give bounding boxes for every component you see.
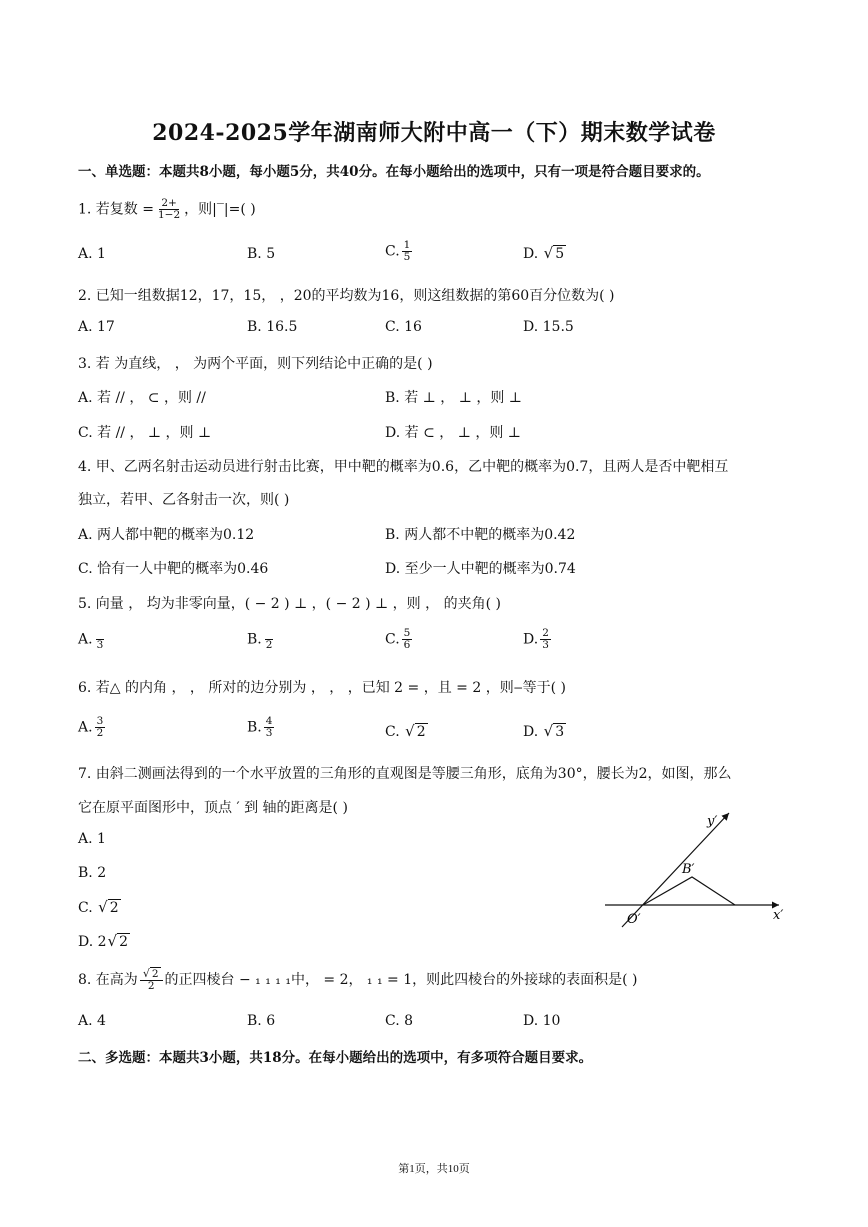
question-1 — [78, 198, 256, 221]
q5-option-c[interactable]: C. $\frac{5}{6}$ — [385, 627, 411, 652]
isosceles-triangle — [643, 877, 735, 905]
q5-option-d[interactable]: D. $\frac{2}{3}$ — [523, 627, 549, 652]
q1-stem-pre: 1. 若复数 = — [78, 201, 154, 218]
q7-option-d[interactable]: D. 2√ 2 — [78, 932, 129, 950]
q7-option-b[interactable]: B. 2 — [78, 865, 107, 881]
q1-option-b[interactable]: B. 5 — [247, 246, 276, 262]
q7-option-a[interactable]: A. 1 — [78, 831, 106, 847]
q1-fraction: $\frac{2+}{1-2}$ — [158, 197, 181, 222]
q6-option-b[interactable]: B. $\frac{4}{3}$ — [247, 715, 273, 740]
q3-option-c[interactable]: C. 若 // ， ⊥ ，则 ⊥ — [78, 425, 212, 441]
question-4-line-1: 4. 甲、乙两名射击运动员进行射击比赛，甲中靶的概率为0.6，乙中靶的概率为0.7，且两人是否中靶相互 — [78, 459, 729, 475]
q5-option-b[interactable]: B. 2 — [247, 628, 276, 651]
q2-option-a[interactable]: A. 17 — [78, 319, 115, 335]
q1-option-c[interactable]: C. $\frac{1}{5}$ — [385, 239, 411, 264]
q8-option-c[interactable]: C. 8 — [385, 1013, 414, 1029]
q1-option-d[interactable]: D. √ 5 — [523, 244, 565, 262]
label-x-prime: x′ — [773, 908, 784, 923]
q8-option-a[interactable]: A. 4 — [78, 1013, 106, 1029]
y-prime-axis — [622, 813, 729, 927]
q4-option-d[interactable]: D. 至少一人中靶的概率为0.74 — [385, 561, 576, 577]
label-y-prime: y′ — [707, 814, 718, 829]
section-single-choice-heading: 一、单选题：本题共8小题，每小题5分，共40分。在每小题给出的选项中，只有一项是符合题目要求的。 — [78, 164, 710, 180]
section-multiple-choice-heading: 二、多选题：本题共3小题，共18分。在每小题给出的选项中，有多项符合题目要求。 — [78, 1050, 593, 1066]
q1-stem-post: ，则|‾|=( ) — [184, 201, 256, 218]
page-footer: 第1页，共10页 — [398, 1163, 470, 1175]
q6-option-c[interactable]: C. √ 2 — [385, 722, 426, 740]
question-8: 8. 在高为 $\frac{√ 2}{2}$ 的正四棱台 − ₁ ₁ ₁ ₁中， = 2， ₁ ₁ = 1，则此四棱台的外接球的表面积是( ) — [78, 967, 638, 993]
q7-option-c[interactable]: C. √ 2 — [78, 898, 119, 916]
q2-option-b[interactable]: B. 16.5 — [247, 319, 298, 335]
q6-option-d[interactable]: D. √ 3 — [523, 722, 565, 740]
q4-option-c[interactable]: C. 恰有一人中靶的概率为0.46 — [78, 561, 269, 577]
q3-option-b[interactable]: B. 若 ⊥ ， ⊥ ，则 ⊥ — [385, 390, 522, 406]
q3-option-d[interactable]: D. 若 ⊂ ， ⊥ ，则 ⊥ — [385, 425, 521, 441]
q3-option-a[interactable]: A. 若 // ， ⊂ ，则 // — [78, 390, 206, 406]
label-o-prime: O′ — [627, 912, 641, 927]
q6-option-a[interactable]: A. $\frac{3}{2}$ — [78, 715, 104, 740]
question-3: 3. 若 为直线， ， 为两个平面，则下列结论中正确的是( ) — [78, 356, 433, 372]
q8-option-d[interactable]: D. 10 — [523, 1013, 561, 1029]
question-4-line-2: 独立，若甲、乙各射击一次，则( ) — [78, 492, 290, 508]
question-2: 2. 已知一组数据12，17，15， ，20的平均数为16，则这组数据的第60百分位数为( ) — [78, 288, 615, 304]
q8-option-b[interactable]: B. 6 — [247, 1013, 276, 1029]
label-b-prime: B′ — [682, 862, 695, 877]
question-5: 5. 向量 ， 均为非零向量，( − 2 ) ⊥ ，( − 2 ) ⊥ ，则 ， 的夹角( ) — [78, 596, 501, 612]
q4-option-a[interactable]: A. 两人都中靶的概率为0.12 — [78, 527, 255, 543]
page-title: 2024-2025学年湖南师大附中高一（下）期末数学试卷 — [152, 120, 716, 146]
q2-option-d[interactable]: D. 15.5 — [523, 319, 574, 335]
q2-option-c[interactable]: C. 16 — [385, 319, 422, 335]
question-6: 6. 若△ 的内角 ， ， 所对的边分别为 ， ， ，已知 2 = ，且 = 2 ，则‒等于( ) — [78, 680, 566, 696]
q4-option-b[interactable]: B. 两人都不中靶的概率为0.42 — [385, 527, 576, 543]
q7-oblique-figure — [595, 805, 795, 935]
q1-option-a[interactable]: A. 1 — [78, 246, 106, 262]
question-7-line-1: 7. 由斜二测画法得到的一个水平放置的三角形的直观图是等腰三角形，底角为30°，腰长为2，如图，那么 — [78, 766, 732, 782]
q5-option-a[interactable]: A. 3 — [78, 628, 107, 651]
question-7-line-2: 它在原平面图形中，顶点 ′ 到 轴的距离是( ) — [78, 800, 348, 816]
